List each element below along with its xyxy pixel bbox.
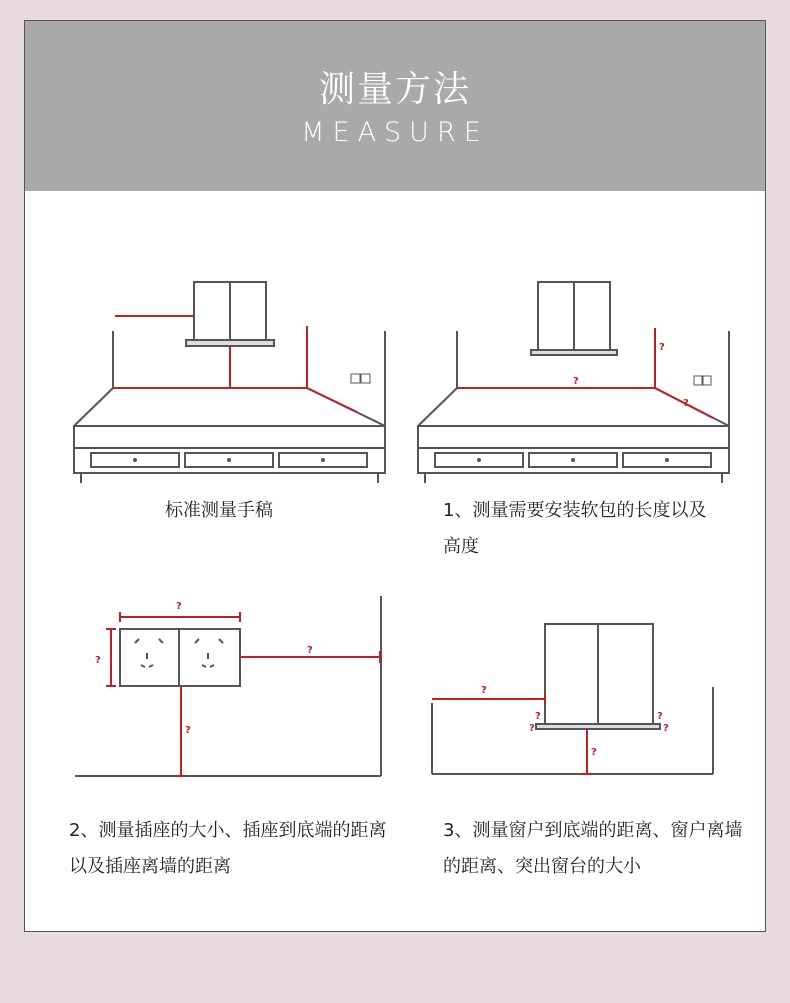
q-mark-sill-left: ? <box>535 711 541 722</box>
panel-outlet <box>75 593 385 783</box>
q-mark-outlet-wall: ? <box>307 645 313 656</box>
page-subtitle: MEASURE <box>301 117 489 148</box>
page-title: 测量方法 <box>318 69 471 110</box>
q-mark-window-wall: ? <box>481 685 487 696</box>
caption-length-height: 1、测量需要安装软包的长度以及高度 <box>443 500 707 557</box>
caption-standard-sketch: 标准测量手稿 <box>165 500 273 521</box>
q-mark-outlet-width: ? <box>176 601 182 612</box>
q-mark-length: ? <box>573 376 579 387</box>
caption-window: 3、测量窗户到底端的距离、窗户离墙的距离、突出窗台的大小 <box>443 820 743 877</box>
measure-card <box>24 20 766 932</box>
window-drawing <box>425 621 725 781</box>
q-mark-sill-left-lower: ? <box>529 723 535 734</box>
header-banner <box>25 21 765 191</box>
q-mark-outlet-height: ? <box>95 655 101 666</box>
caption-outlet: 2、测量插座的大小、插座到底端的距离以及插座离墙的距离 <box>69 820 387 877</box>
panel-standard-sketch <box>69 276 389 486</box>
panel-length-height <box>413 276 738 486</box>
q-mark-sill-right-lower: ? <box>663 723 669 734</box>
q-mark-height: ? <box>659 342 665 353</box>
q-mark-sill-right: ? <box>657 711 663 722</box>
standard-sketch-drawing <box>69 276 389 486</box>
length-height-drawing <box>413 276 738 486</box>
q-mark-outlet-floor: ? <box>185 725 191 736</box>
q-mark-depth: ? <box>683 398 689 409</box>
panel-window <box>425 621 725 781</box>
outlet-drawing <box>75 593 385 783</box>
q-mark-window-floor: ? <box>591 747 597 758</box>
